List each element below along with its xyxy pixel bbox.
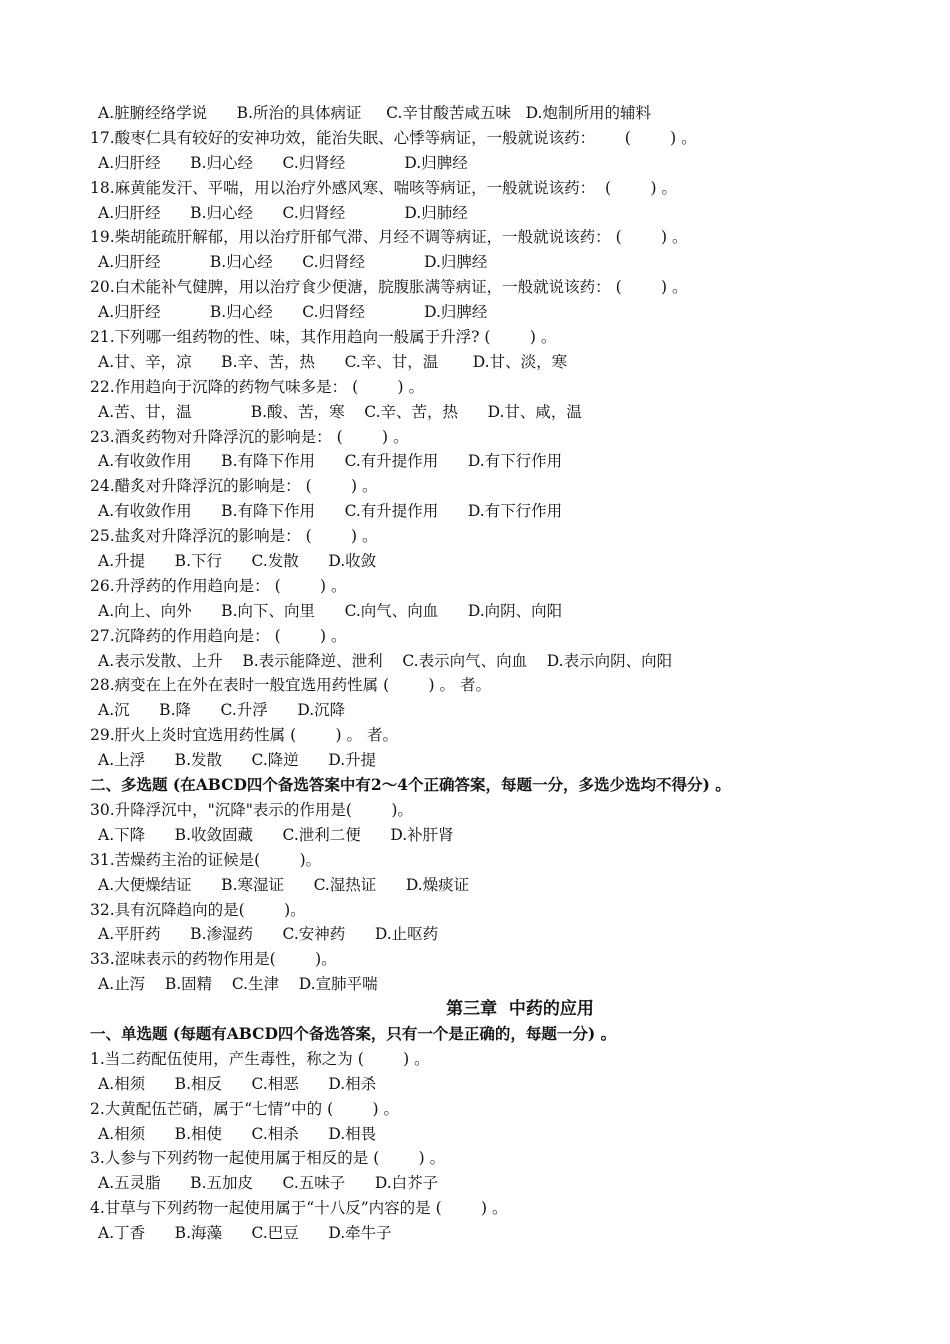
answer-options: A.脏腑经络学说 B.所治的具体病证 C.辛甘酸苦咸五味 D.炮制所用的辅料 — [98, 104, 651, 122]
question-text: 29.肝火上炎时宜选用药性属 ( ) 。 者。 — [90, 726, 398, 745]
question-text: 26.升浮药的作用趋向是： ( ) 。 — [90, 576, 347, 595]
answer-options: A.表示发散、上升 B.表示能降逆、泄利 C.表示向气、向血 D.表示向阴、向阳 — [98, 651, 673, 670]
answer-options: A.相须 B.相反 C.相恶 D.相杀 — [98, 1074, 377, 1093]
answer-options: A.归肝经 B.归心经 C.归肾经 D.归脾经 — [98, 253, 488, 272]
question-text: 25.盐炙对升降浮沉的影响是： ( ) 。 — [90, 527, 378, 546]
question-text: 23.酒炙药物对升降浮沉的影响是： ( ) 。 — [90, 427, 409, 446]
answer-options: A.上浮 B.发散 C.降逆 D.升提 — [98, 751, 377, 770]
answer-options: A.有收敛作用 B.有降下作用 C.有升提作用 D.有下行作用 — [98, 502, 563, 521]
answer-options: A.止泻 B.固精 C.生津 D.宣肺平喘 — [98, 975, 378, 994]
answer-options: A.升提 B.下行 C.发散 D.收敛 — [98, 552, 377, 571]
question-text: 3.人参与下列药物一起使用属于相反的是 ( ) 。 — [90, 1149, 446, 1168]
question-text: 28.病变在上在外在表时一般宜选用药性属 ( ) 。 者。 — [90, 676, 491, 695]
question-text: 18.麻黄能发汗、平喘，用以治疗外感风寒、喘咳等病证，一般就说该药： ( ) 。 — [90, 178, 677, 197]
answer-options: A.归肝经 B.归心经 C.归肾经 D.归肺经 — [98, 203, 468, 222]
question-text: 30.升降浮沉中，"沉降"表示的作用是( )。 — [90, 800, 413, 819]
question-text: 31.苦燥药主治的证候是( )。 — [90, 850, 322, 869]
answer-options: A.丁香 B.海藻 C.巴豆 D.牵牛子 — [98, 1224, 392, 1243]
answer-options: A.甘、辛，凉 B.辛、苦，热 C.辛、甘，温 D.甘、淡，寒 — [98, 352, 568, 371]
answer-options: A.有收敛作用 B.有降下作用 C.有升提作用 D.有下行作用 — [98, 452, 563, 471]
chapter-title: 第三章 中药的应用 — [446, 999, 594, 1020]
answer-options: A.相须 B.相使 C.相杀 D.相畏 — [98, 1124, 377, 1143]
answer-options: A.向上、向外 B.向下、向里 C.向气、向血 D.向阴、向阳 — [98, 601, 563, 620]
question-text: 32.具有沉降趋向的是( )。 — [90, 900, 306, 919]
question-text: 24.醋炙对升降浮沉的影响是： ( ) 。 — [90, 477, 378, 496]
question-text: 19.柴胡能疏肝解郁，用以治疗肝郁气滞、月经不调等病证，一般就说该药： ( ) 。 — [90, 228, 688, 247]
answer-options: A.归肝经 B.归心经 C.归肾经 D.归脾经 — [98, 303, 488, 322]
question-text: 33.涩味表示的药物作用是( )。 — [90, 950, 337, 969]
answer-options: A.苦、甘，温 B.酸、苦，寒 C.辛、苦，热 D.甘、咸，温 — [98, 402, 582, 421]
answer-options: A.平肝药 B.渗湿药 C.安神药 D.止呕药 — [98, 925, 439, 944]
section-heading: 二、多选题 (在ABCD四个备选答案中有2～4个正确答案，每题一分，多选少选均不得分) 。 — [90, 775, 731, 795]
question-text: 1.当二药配伍使用，产生毒性，称之为 ( ) 。 — [90, 1049, 430, 1068]
question-text: 22.作用趋向于沉降的药物气味多是： ( ) 。 — [90, 377, 425, 396]
question-text: 4.甘草与下列药物一起使用属于“十八反”内容的是 ( ) 。 — [90, 1199, 508, 1218]
question-text: 17.酸枣仁具有较好的安神功效，能治失眠、心悸等病证，一般就说该药： ( ) 。 — [90, 128, 697, 147]
question-text: 27.沉降药的作用趋向是： ( ) 。 — [90, 626, 347, 645]
answer-options: A.五灵脂 B.五加皮 C.五味子 D.白芥子 — [98, 1174, 439, 1193]
question-text: 20.白术能补气健脾，用以治疗食少便溏，脘腹胀满等病证，一般就说该药： ( ) 。 — [90, 278, 688, 297]
document-content — [90, 101, 890, 1246]
answer-options: A.归肝经 B.归心经 C.归肾经 D.归脾经 — [98, 153, 468, 172]
section-heading: 一、单选题 (每题有ABCD四个备选答案，只有一个是正确的，每题一分) 。 — [90, 1023, 617, 1043]
answer-options: A.下降 B.收敛固藏 C.泄利二便 D.补肝肾 — [98, 825, 454, 844]
answer-options: A.大便燥结证 B.寒湿证 C.湿热证 D.燥痰证 — [98, 875, 470, 894]
question-text: 21.下列哪一组药物的性、味，其作用趋向一般属于升浮? ( ) 。 — [90, 328, 557, 347]
answer-options: A.沉 B.降 C.升浮 D.沉降 — [98, 701, 346, 720]
question-text: 2.大黄配伍芒硝，属于“七情”中的 ( ) 。 — [90, 1099, 400, 1118]
